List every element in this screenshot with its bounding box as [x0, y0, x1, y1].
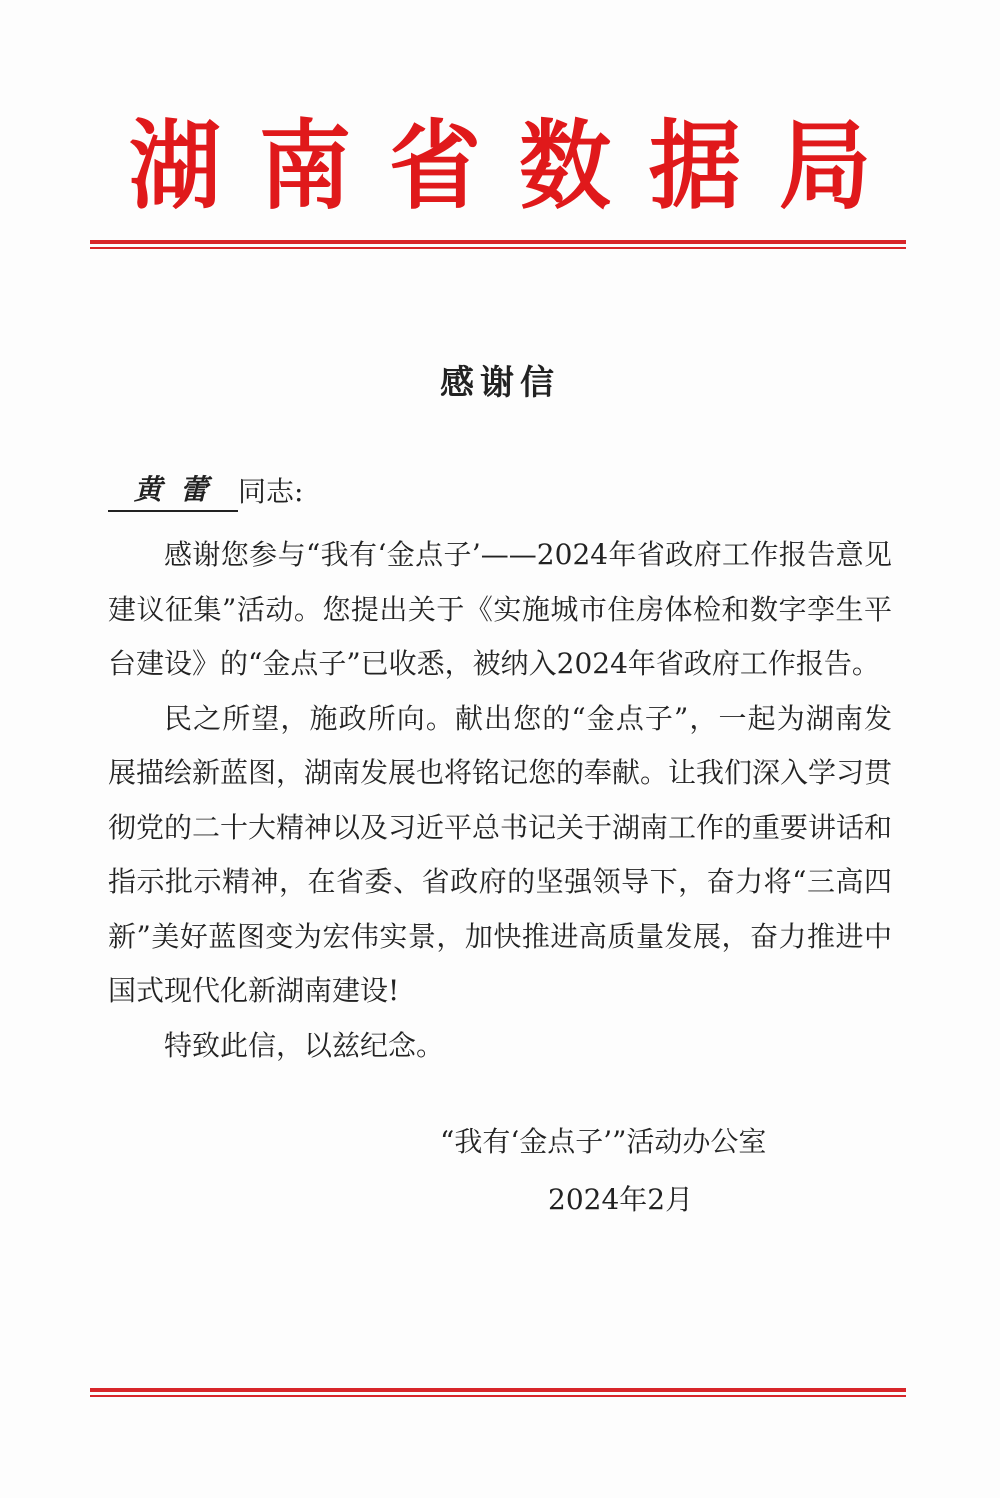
- letter-body: [108, 528, 892, 1073]
- paragraph-1: 感谢您参与“我有‘金点子’——2024年省政府工作报告意见建议征集”活动。您提出关于《实施城市住房体检和数字孪生平台建设》的“金点子”已收悉，被纳入2024年省政府工作报告。: [108, 538, 892, 680]
- letter-date: 2024年2月: [548, 1183, 694, 1216]
- bottom-rule-thick: [90, 1388, 906, 1392]
- salutation: [108, 470, 303, 512]
- signature: “我有‘金点子’”活动办公室: [440, 1125, 767, 1158]
- top-rule-thick: [90, 240, 906, 244]
- salutation-suffix: 同志:: [238, 475, 304, 508]
- letterhead-title: 湖南省数据局: [128, 110, 909, 223]
- paragraph-2: 民之所望，施政所向。献出您的“金点子”，一起为湖南发展描绘新蓝图，湖南发展也将铭记您的奉献。让我们深入学习贯彻党的二十大精神以及习近平总书记关于湖南工作的重要讲话和指示批示精神，在省委、省政府的坚强领导下，奋力将“三高四新”美好蓝图变为宏伟实景，加快推进高质量发展，奋力推进中国式现代化新湖南建设!: [108, 701, 893, 1007]
- paragraph-3: 特致此信，以兹纪念。: [164, 1028, 445, 1062]
- top-rule-thin: [90, 247, 906, 249]
- letter-title: 感谢信: [440, 363, 560, 403]
- recipient-name: 黄蕾: [108, 470, 238, 512]
- bottom-rule-thin: [90, 1395, 906, 1397]
